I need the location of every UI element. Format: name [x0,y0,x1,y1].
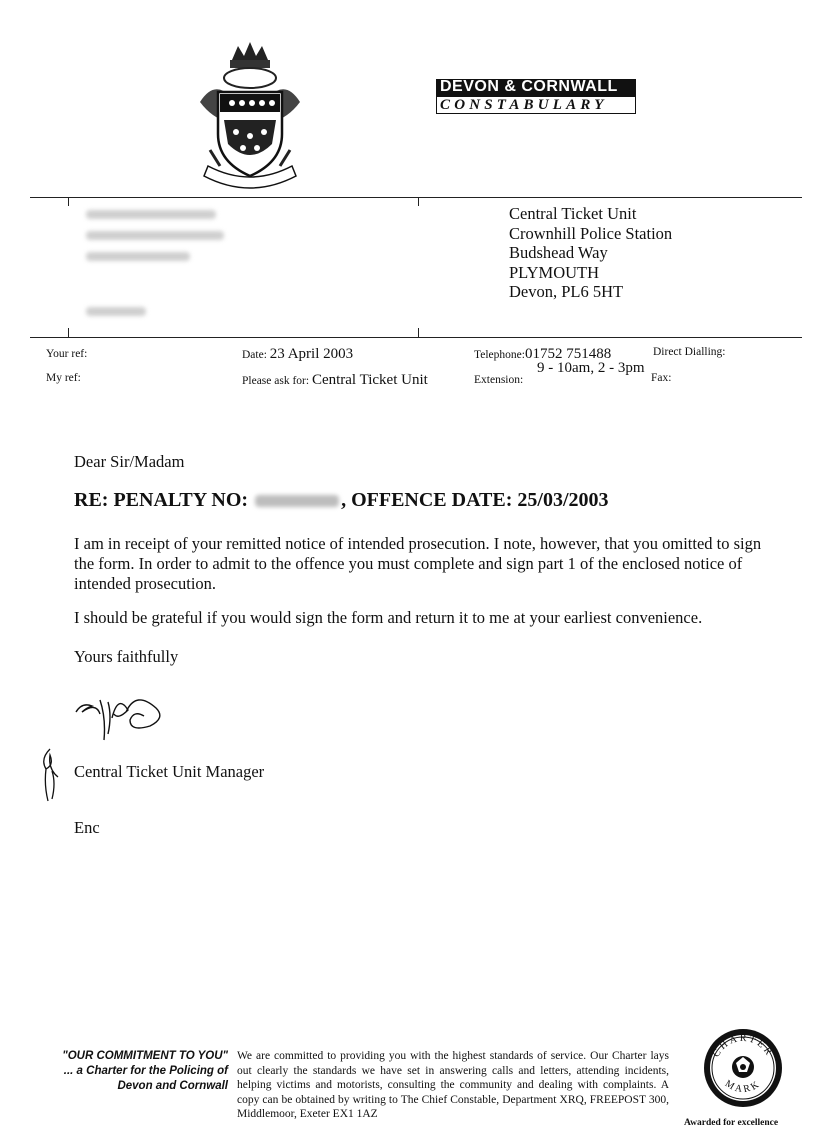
sender-address-line: Central Ticket Unit [509,204,637,223]
charter-mark-top-text: CHARTER [710,1032,776,1060]
your-ref-label: Your ref: [46,348,88,360]
extension-hours: 9 - 10am, 2 - 3pm [537,360,645,376]
sender-address-line: Budshead Way [509,243,608,262]
signature-icon [68,682,188,742]
body-paragraph-1: I am in receipt of your remitted notice of intended prosecution. I note, however, that you omitted to sign the form. In order to admit to the offence you must complete and sign part 1 of the enclosed notice of intended prosecution. [74,534,762,593]
salutation: Dear Sir/Madam [74,452,185,471]
rule-tick [418,197,419,206]
charter-heading-line: Devon and Cornwall [117,1080,228,1092]
date-field [242,346,353,363]
date-label: Date: [242,349,267,361]
fax-label: Fax: [651,372,672,384]
telephone-value: 01752 751488 [524,346,612,362]
re-prefix: RE: PENALTY NO: [74,489,249,511]
telephone-label: Telephone: [474,349,525,361]
constabulary-brand [436,79,636,114]
direct-dialling-label: Direct Dialling: [653,346,726,358]
rule-tick [418,328,419,337]
body-paragraph-2: I should be grateful if you would sign the form and return it to me at your earliest convenience. [74,608,703,627]
enclosure-note: Enc [74,818,100,837]
sender-address [509,204,672,302]
header-rule-top [30,197,802,198]
header-rule-bottom [30,337,802,338]
signatory-title: Central Ticket Unit Manager [74,762,265,781]
awarded-caption: Awarded for excellence [684,1118,779,1128]
constabulary-crest-icon [190,40,310,192]
recipient-address-redacted [86,208,236,318]
rule-tick [68,197,69,206]
sender-address-line: Devon, PL6 5HT [509,282,624,301]
sender-address-line: PLYMOUTH [509,262,600,282]
charter-mark-logo [702,1027,784,1109]
brand-line-2: CONSTABULARY [436,96,636,114]
ask-for-label: Please ask for: [242,375,310,387]
extension-label: Extension: [474,374,524,386]
ask-for-field [242,372,428,389]
charter-mark-bottom-text: MARK [722,1078,764,1096]
date-value: 23 April 2003 [269,346,354,362]
charter-heading-line: "OUR COMMITMENT TO YOU" [62,1050,228,1062]
re-suffix: , OFFENCE DATE: 25/03/2003 [341,489,609,511]
rule-tick [68,328,69,337]
closing: Yours faithfully [74,647,179,666]
charter-heading-line: ... a Charter for the Policing of [63,1065,228,1077]
penalty-number-redacted [255,495,339,507]
charter-text: We are committed to providing you with the highest standards of service. Our Charter lays out clearly the standards we have set in answering calls and letters, attending incidents, helping victims and motorists, consulting the community and dealing with complaints. A copy can be obtained by writing to The Chief Constable, Department XRQ, FREEPOST 300, Middlemoor, Exeter EX1 1AZ [237,1050,669,1120]
my-ref-label: My ref: [46,372,81,384]
sender-address-line: Crownhill Police Station [509,223,673,243]
charter-heading [20,1049,228,1094]
brand-line-1: DEVON & CORNWALL [436,79,636,96]
re-line [74,489,609,512]
initials-icon [36,745,66,805]
ask-for-value: Central Ticket Unit [311,372,428,388]
extension-value [537,360,644,377]
